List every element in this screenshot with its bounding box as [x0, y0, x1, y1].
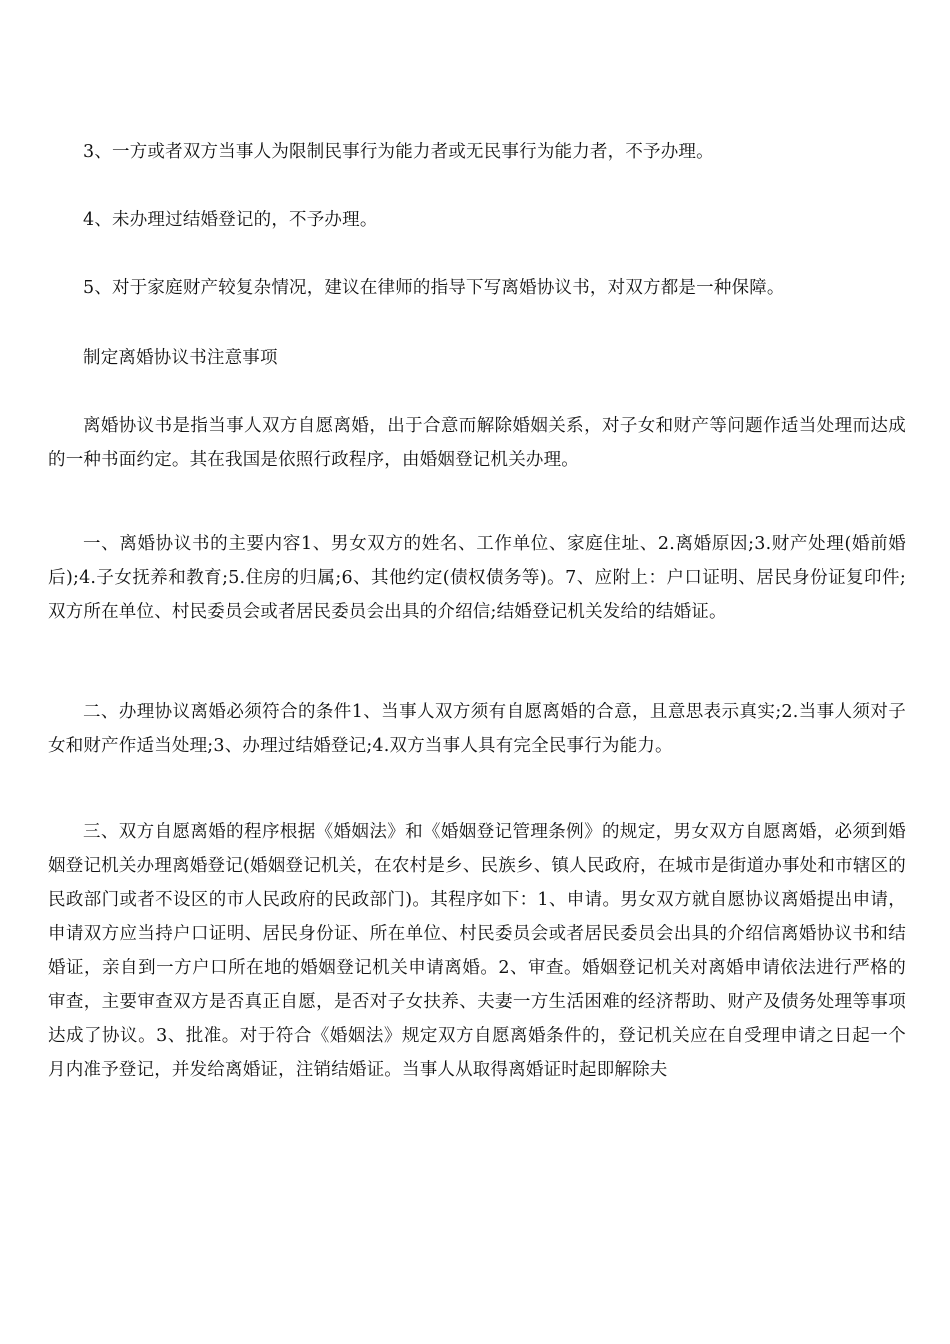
- paragraph-procedure: 三、双方自愿离婚的程序根据《婚姻法》和《婚姻登记管理条例》的规定，男女双方自愿离婚，必须到婚姻登记机关办理离婚登记(婚姻登记机关，在农村是乡、民族乡、镇人民政府，在城市是街道办事处和市辖区的民政部门或者不设区的市人民政府的民政部门)。其程序如下：1、申请。男女双方就自愿协议离婚提出申请，申请双方应当持户口证明、居民身份证、所在单位、村民委员会或者居民委员会出具的介绍信离婚协议书和结婚证，亲自到一方户口所在地的婚姻登记机关申请离婚。2、审查。婚姻登记机关对离婚申请依法进行严格的审查，主要审查双方是否真正自愿，是否对子女扶养、夫妻一方生活困难的经济帮助、财产及债务处理等事项达成了协议。3、批准。对于符合《婚姻法》规定双方自愿离婚条件的，登记机关应在自受理申请之日起一个月内准予登记，并发给离婚证，注销结婚证。当事人从取得离婚证时起即解除夫: [48, 822, 906, 1080]
- paragraph-item-4: 4、未办理过结婚登记的，不予办理。: [83, 210, 378, 230]
- section-heading: 制定离婚协议书注意事项: [83, 348, 278, 368]
- paragraph-item-5: 5、对于家庭财产较复杂情况，建议在律师的指导下写离婚协议书，对双方都是一种保障。: [83, 278, 785, 298]
- paragraph-conditions: 二、办理协议离婚必须符合的条件1、当事人双方须有自愿离婚的合意，且意思表示真实;2.当事人须对子女和财产作适当处理;3、办理过结婚登记;4.双方当事人具有完全民事行为能力。: [48, 702, 906, 756]
- paragraph-item-3: 3、一方或者双方当事人为限制民事行为能力者或无民事行为能力者，不予办理。: [83, 142, 714, 162]
- paragraph-definition: 离婚协议书是指当事人双方自愿离婚，出于合意而解除婚姻关系，对子女和财产等问题作适当处理而达成的一种书面约定。其在我国是依照行政程序，由婚姻登记机关办理。: [48, 416, 906, 470]
- paragraph-main-content: 一、离婚协议书的主要内容1、男女双方的姓名、工作单位、家庭住址、2.离婚原因;3.财产处理(婚前婚后);4.子女抚养和教育;5.住房的归属;6、其他约定(债权债务等)。7、应附上：户口证明、居民身份证复印件;双方所在单位、村民委员会或者居民委员会出具的介绍信;结婚登记机关发给的结婚证。: [48, 534, 906, 622]
